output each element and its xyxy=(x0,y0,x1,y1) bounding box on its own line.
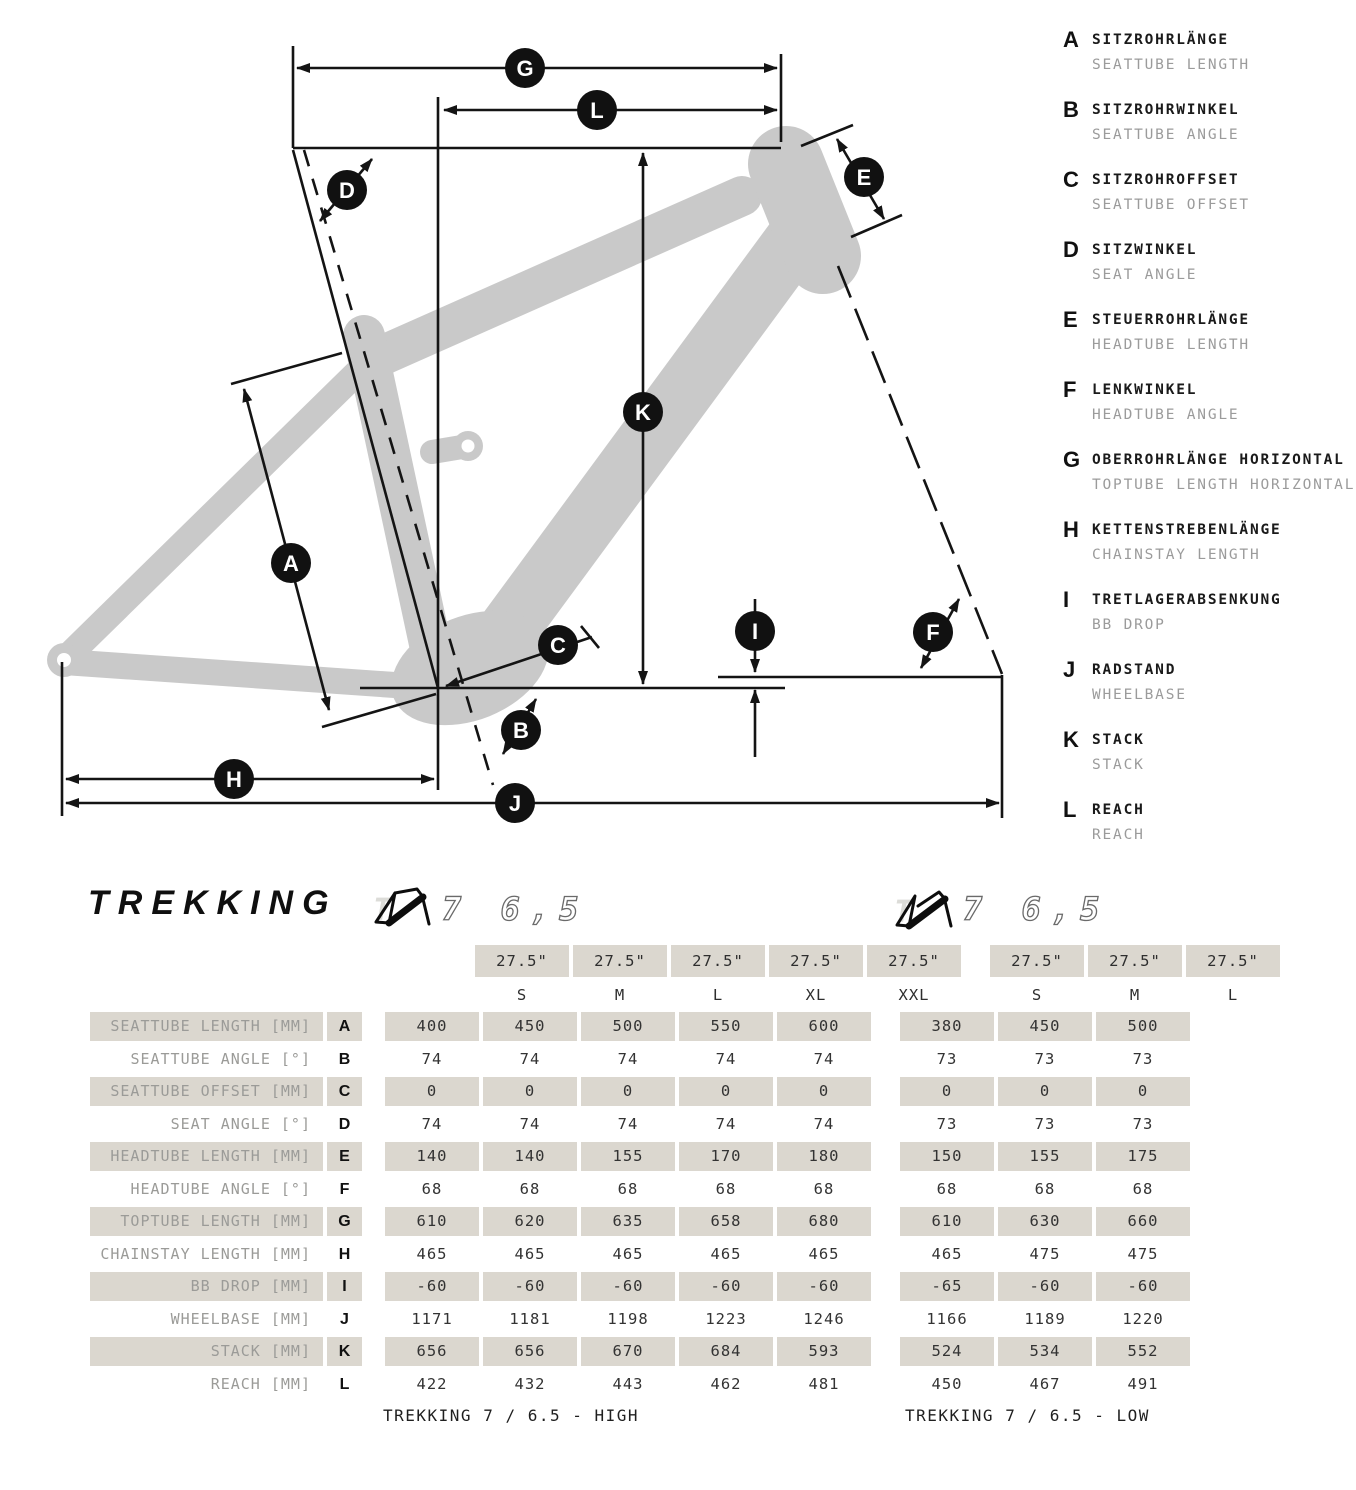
value-cell-low: 73 xyxy=(936,1049,958,1068)
model-number-outline xyxy=(955,884,1145,932)
legend-letter: L xyxy=(1063,797,1077,822)
value-cell-high: 400 xyxy=(385,1012,479,1041)
legend-label-de: REACH xyxy=(1092,802,1145,818)
value-cell-high: 450 xyxy=(483,1012,577,1041)
caption-low: TREKKING 7 / 6.5 - LOW xyxy=(905,1406,1150,1425)
value-cell-high: 462 xyxy=(710,1374,742,1393)
value-cell-low: 467 xyxy=(1029,1374,1061,1393)
value-cell-high: 1181 xyxy=(509,1309,551,1328)
svg-text:T: T xyxy=(373,893,392,928)
marker-K xyxy=(623,392,663,432)
svg-text:D: D xyxy=(339,178,355,203)
row-letter: L xyxy=(339,1375,350,1393)
row-label: HEADTUBE LENGTH [MM] xyxy=(90,1142,323,1171)
row-label: SEAT ANGLE [°] xyxy=(170,1114,311,1133)
value-cell-high: 74 xyxy=(421,1049,443,1068)
legend-letter: H xyxy=(1063,517,1079,542)
value-cell-high: 422 xyxy=(416,1374,448,1393)
svg-text:T: T xyxy=(894,895,913,930)
value-cell-high: -60 xyxy=(679,1272,773,1301)
value-cell-low: 475 xyxy=(1029,1244,1061,1263)
value-cell-low: -65 xyxy=(900,1272,994,1301)
frame-size-cell: M xyxy=(1129,986,1141,1004)
headtube-axis-line xyxy=(838,266,1002,674)
geometry-table-rows xyxy=(0,1012,1194,1402)
value-cell-high: 155 xyxy=(581,1142,675,1171)
frame-size-cell: S xyxy=(516,986,528,1004)
value-cell-high: 68 xyxy=(421,1179,443,1198)
frame-size-header-row xyxy=(0,982,1284,1012)
wheel-size-cell: 27.5" xyxy=(475,945,569,977)
legend-label-en: SEATTUBE LENGTH xyxy=(1092,57,1250,73)
svg-text:F: F xyxy=(926,620,940,645)
legend-letter: E xyxy=(1063,307,1078,332)
legend-item-C xyxy=(1063,167,1356,215)
table-row-I xyxy=(0,1272,1194,1301)
svg-text:L: L xyxy=(590,98,604,123)
dim-E-tick-bottom xyxy=(851,215,902,237)
value-cell-high: 620 xyxy=(483,1207,577,1236)
page-title: TREKKING xyxy=(88,884,338,922)
wheel-size-cell: 27.5" xyxy=(990,945,1084,977)
value-cell-low: 73 xyxy=(1132,1114,1154,1133)
value-cell-low: 0 xyxy=(1096,1077,1190,1106)
row-label: STACK [MM] xyxy=(90,1337,323,1366)
legend-label-en: TOPTUBE LENGTH HORIZONTAL xyxy=(1092,477,1356,493)
value-cell-low: 68 xyxy=(936,1179,958,1198)
value-cell-low: 660 xyxy=(1096,1207,1190,1236)
svg-text:7 6,5: 7 6,5 xyxy=(442,890,589,928)
value-cell-low: 0 xyxy=(900,1077,994,1106)
table-row-E xyxy=(0,1142,1194,1171)
value-cell-high: 1198 xyxy=(607,1309,649,1328)
value-cell-high: 1171 xyxy=(411,1309,453,1328)
value-cell-low: 534 xyxy=(998,1337,1092,1366)
legend-item-E xyxy=(1063,307,1356,355)
legend-label-en: REACH xyxy=(1092,827,1145,843)
legend-label-en: BB DROP xyxy=(1092,617,1166,633)
value-cell-high: 635 xyxy=(581,1207,675,1236)
model-number-outline xyxy=(434,884,624,932)
bike-geometry-diagram xyxy=(0,0,1020,860)
value-cell-high: 180 xyxy=(777,1142,871,1171)
legend-letter: D xyxy=(1063,237,1079,262)
row-label: TOPTUBE LENGTH [MM] xyxy=(90,1207,323,1236)
value-cell-high: 74 xyxy=(715,1114,737,1133)
legend xyxy=(1063,27,1356,870)
legend-item-B xyxy=(1063,97,1356,145)
row-letter: H xyxy=(338,1245,351,1263)
svg-text:A: A xyxy=(283,551,299,576)
value-cell-low: 450 xyxy=(998,1012,1092,1041)
bike-frame-low-icon xyxy=(893,884,955,932)
value-cell-low: 73 xyxy=(1132,1049,1154,1068)
value-cell-low: 450 xyxy=(931,1374,963,1393)
value-cell-low: 73 xyxy=(1034,1114,1056,1133)
value-cell-high: 1223 xyxy=(705,1309,747,1328)
value-cell-high: -60 xyxy=(777,1272,871,1301)
wheel-size-cell: 27.5" xyxy=(867,945,961,977)
legend-label-de: SITZROHRWINKEL xyxy=(1092,102,1240,118)
value-cell-low: 150 xyxy=(900,1142,994,1171)
value-cell-low: 1166 xyxy=(926,1309,968,1328)
rack-mount-hole xyxy=(462,440,475,453)
value-cell-high: 465 xyxy=(514,1244,546,1263)
value-cell-high: 140 xyxy=(385,1142,479,1171)
marker-C xyxy=(538,625,578,665)
marker-B xyxy=(501,710,541,750)
svg-text:7 6,5: 7 6,5 xyxy=(963,890,1110,928)
value-cell-low: 73 xyxy=(936,1114,958,1133)
marker-J xyxy=(495,783,535,823)
value-cell-high: 670 xyxy=(581,1337,675,1366)
dim-A-tick-top xyxy=(231,353,342,384)
value-cell-high: 74 xyxy=(715,1049,737,1068)
value-cell-low: 630 xyxy=(998,1207,1092,1236)
legend-item-J xyxy=(1063,657,1356,705)
table-row-C xyxy=(0,1077,1194,1106)
value-cell-high: -60 xyxy=(385,1272,479,1301)
value-cell-high: 170 xyxy=(679,1142,773,1171)
value-cell-high: 593 xyxy=(777,1337,871,1366)
legend-letter: J xyxy=(1063,657,1076,682)
seatstay-tube xyxy=(64,356,374,660)
value-cell-low: 0 xyxy=(998,1077,1092,1106)
table-row-D xyxy=(0,1110,1194,1139)
value-cell-high: 443 xyxy=(612,1374,644,1393)
legend-item-G xyxy=(1063,447,1356,495)
frame-size-cell: XXL xyxy=(898,986,930,1004)
chainstay-tube xyxy=(64,662,438,688)
value-cell-high: -60 xyxy=(581,1272,675,1301)
legend-label-en: STACK xyxy=(1092,757,1145,773)
value-cell-low: 380 xyxy=(900,1012,994,1041)
logo-low-frame xyxy=(893,884,1145,932)
frame-size-cell: S xyxy=(1031,986,1043,1004)
legend-letter: B xyxy=(1063,97,1079,122)
bike-frame-high-icon xyxy=(372,884,434,932)
legend-label-de: KETTENSTREBENLÄNGE xyxy=(1092,522,1282,538)
logo-high-frame xyxy=(372,884,624,932)
wheel-size-cell: 27.5" xyxy=(769,945,863,977)
row-label: HEADTUBE ANGLE [°] xyxy=(130,1179,311,1198)
value-cell-high: 600 xyxy=(777,1012,871,1041)
value-cell-low: 1220 xyxy=(1122,1309,1164,1328)
value-cell-high: 140 xyxy=(483,1142,577,1171)
legend-label-de: LENKWINKEL xyxy=(1092,382,1198,398)
value-cell-low: 175 xyxy=(1096,1142,1190,1171)
frame-size-cell: L xyxy=(1227,986,1239,1004)
table-row-L xyxy=(0,1370,1194,1399)
legend-label-de: STACK xyxy=(1092,732,1145,748)
row-label: REACH [MM] xyxy=(210,1374,311,1393)
legend-item-L xyxy=(1063,797,1356,845)
row-letter: K xyxy=(327,1337,362,1366)
value-cell-high: 684 xyxy=(679,1337,773,1366)
row-label: SEATTUBE LENGTH [MM] xyxy=(90,1012,323,1041)
svg-text:H: H xyxy=(226,767,242,792)
headtube xyxy=(786,164,823,256)
value-cell-low: 500 xyxy=(1096,1012,1190,1041)
legend-label-en: SEATTUBE OFFSET xyxy=(1092,197,1250,213)
value-cell-low: 552 xyxy=(1096,1337,1190,1366)
value-cell-high: 610 xyxy=(385,1207,479,1236)
value-cell-low: 475 xyxy=(1127,1244,1159,1263)
value-cell-low: -60 xyxy=(1096,1272,1190,1301)
table-row-J xyxy=(0,1305,1194,1334)
frame-size-row xyxy=(0,982,1284,1008)
value-cell-low: 610 xyxy=(900,1207,994,1236)
value-cell-low: 73 xyxy=(1034,1049,1056,1068)
value-cell-high: -60 xyxy=(483,1272,577,1301)
row-letter: D xyxy=(338,1115,351,1133)
value-cell-high: 68 xyxy=(715,1179,737,1198)
table-row-A xyxy=(0,1012,1194,1041)
value-cell-low: 68 xyxy=(1034,1179,1056,1198)
legend-letter: C xyxy=(1063,167,1079,192)
legend-label-en: WHEELBASE xyxy=(1092,687,1187,703)
legend-item-K xyxy=(1063,727,1356,775)
table-row-B xyxy=(0,1045,1194,1074)
value-cell-high: 500 xyxy=(581,1012,675,1041)
value-cell-high: 74 xyxy=(519,1049,541,1068)
row-label: SEATTUBE OFFSET [MM] xyxy=(90,1077,323,1106)
wheel-size-row xyxy=(0,945,1284,977)
rear-axle-hole xyxy=(57,653,71,667)
frame-silhouette xyxy=(47,164,823,747)
row-letter: G xyxy=(327,1207,362,1236)
legend-item-F xyxy=(1063,377,1356,425)
value-cell-high: 656 xyxy=(385,1337,479,1366)
row-letter: I xyxy=(327,1272,362,1301)
value-cell-high: 481 xyxy=(808,1374,840,1393)
frame-size-cell: L xyxy=(712,986,724,1004)
svg-text:E: E xyxy=(856,165,872,190)
legend-item-H xyxy=(1063,517,1356,565)
row-letter: A xyxy=(327,1012,362,1041)
legend-label-de: TRETLAGERABSENKUNG xyxy=(1092,592,1282,608)
frame-size-cell: XL xyxy=(805,986,827,1004)
legend-label-de: OBERROHRLÄNGE HORIZONTAL xyxy=(1092,452,1345,468)
row-letter: B xyxy=(338,1050,351,1068)
row-label: BB DROP [MM] xyxy=(90,1272,323,1301)
dimension-markers xyxy=(214,48,953,823)
row-letter: C xyxy=(327,1077,362,1106)
value-cell-high: 74 xyxy=(617,1114,639,1133)
legend-letter: K xyxy=(1063,727,1079,752)
value-cell-high: 465 xyxy=(612,1244,644,1263)
value-cell-high: 74 xyxy=(617,1049,639,1068)
svg-text:I: I xyxy=(751,619,759,644)
legend-item-I xyxy=(1063,587,1356,635)
value-cell-high: 0 xyxy=(385,1077,479,1106)
marker-L xyxy=(577,90,617,130)
marker-A xyxy=(271,543,311,583)
row-letter: F xyxy=(339,1180,350,1198)
table-row-F xyxy=(0,1175,1194,1204)
value-cell-high: 1246 xyxy=(803,1309,845,1328)
value-cell-high: 0 xyxy=(483,1077,577,1106)
value-cell-high: 432 xyxy=(514,1374,546,1393)
svg-text:B: B xyxy=(513,718,529,743)
row-label: SEATTUBE ANGLE [°] xyxy=(130,1049,311,1068)
value-cell-high: 74 xyxy=(519,1114,541,1133)
value-cell-low: 491 xyxy=(1127,1374,1159,1393)
value-cell-low: 155 xyxy=(998,1142,1092,1171)
marker-G xyxy=(505,48,545,88)
table-row-G xyxy=(0,1207,1194,1236)
caption-high: TREKKING 7 / 6.5 - HIGH xyxy=(383,1406,640,1425)
value-cell-high: 74 xyxy=(421,1114,443,1133)
value-cell-high: 0 xyxy=(581,1077,675,1106)
value-cell-high: 68 xyxy=(813,1179,835,1198)
marker-E xyxy=(844,157,884,197)
value-cell-high: 656 xyxy=(483,1337,577,1366)
marker-D xyxy=(327,170,367,210)
value-cell-high: 68 xyxy=(519,1179,541,1198)
value-cell-high: 658 xyxy=(679,1207,773,1236)
value-cell-low: 1189 xyxy=(1024,1309,1066,1328)
legend-label-en: HEADTUBE ANGLE xyxy=(1092,407,1240,423)
value-cell-low: 524 xyxy=(900,1337,994,1366)
table-row-K xyxy=(0,1337,1194,1366)
wheel-size-header-row xyxy=(0,945,1284,981)
row-letter: E xyxy=(327,1142,362,1171)
marker-H xyxy=(214,759,254,799)
legend-label-de: SITZWINKEL xyxy=(1092,242,1198,258)
marker-F xyxy=(913,612,953,652)
wheel-size-cell: 27.5" xyxy=(1186,945,1280,977)
value-cell-high: 0 xyxy=(777,1077,871,1106)
value-cell-high: 465 xyxy=(416,1244,448,1263)
svg-text:G: G xyxy=(516,56,534,81)
row-letter: J xyxy=(340,1310,349,1328)
legend-label-de: STEUERROHRLÄNGE xyxy=(1092,312,1250,328)
legend-item-A xyxy=(1063,27,1356,75)
legend-label-en: SEATTUBE ANGLE xyxy=(1092,127,1240,143)
value-cell-high: 0 xyxy=(679,1077,773,1106)
legend-letter: A xyxy=(1063,27,1079,52)
marker-I xyxy=(735,611,775,651)
svg-text:K: K xyxy=(635,400,651,425)
value-cell-low: -60 xyxy=(998,1272,1092,1301)
value-cell-high: 550 xyxy=(679,1012,773,1041)
value-cell-high: 74 xyxy=(813,1114,835,1133)
value-cell-low: 465 xyxy=(931,1244,963,1263)
value-cell-high: 680 xyxy=(777,1207,871,1236)
legend-label-de: SITZROHROFFSET xyxy=(1092,172,1240,188)
row-label: CHAINSTAY LENGTH [MM] xyxy=(100,1244,311,1263)
dim-C-tick xyxy=(581,626,599,648)
table-row-H xyxy=(0,1240,1194,1269)
legend-label-en: CHAINSTAY LENGTH xyxy=(1092,547,1261,563)
legend-letter: F xyxy=(1063,377,1077,402)
wheel-size-cell: 27.5" xyxy=(1088,945,1182,977)
row-label: WHEELBASE [MM] xyxy=(170,1309,311,1328)
legend-label-en: SEAT ANGLE xyxy=(1092,267,1198,283)
wheel-size-cell: 27.5" xyxy=(573,945,667,977)
legend-letter: G xyxy=(1063,447,1081,472)
legend-label-de: SITZROHRLÄNGE xyxy=(1092,32,1229,48)
toptube xyxy=(372,196,742,360)
value-cell-high: 465 xyxy=(808,1244,840,1263)
value-cell-low: 68 xyxy=(1132,1179,1154,1198)
wheel-size-cell: 27.5" xyxy=(671,945,765,977)
legend-item-D xyxy=(1063,237,1356,285)
svg-text:C: C xyxy=(550,633,566,658)
legend-letter: I xyxy=(1063,587,1070,612)
svg-text:J: J xyxy=(508,791,522,816)
value-cell-high: 74 xyxy=(813,1049,835,1068)
legend-label-en: HEADTUBE LENGTH xyxy=(1092,337,1250,353)
frame-size-cell: M xyxy=(614,986,626,1004)
value-cell-high: 68 xyxy=(617,1179,639,1198)
value-cell-high: 465 xyxy=(710,1244,742,1263)
legend-label-de: RADSTAND xyxy=(1092,662,1177,678)
